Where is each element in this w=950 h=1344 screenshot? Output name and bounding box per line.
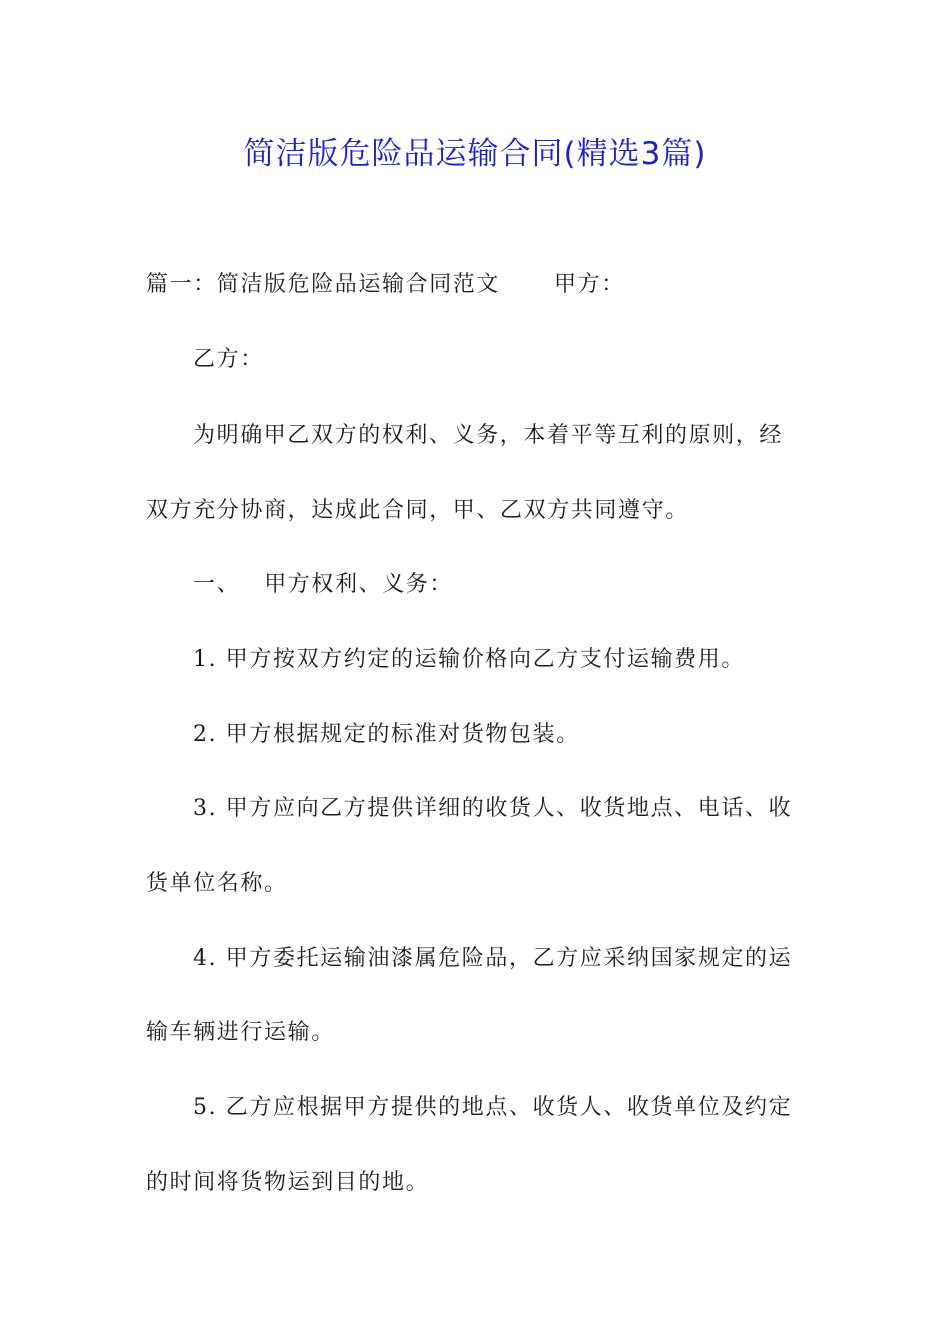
section-heading: 篇一：简洁版危险品运输合同范文 (146, 272, 501, 297)
document-title: 简洁版危险品运输合同(精选3篇) (243, 136, 707, 172)
list-item-3-line-2: 货单位名称。 (146, 871, 288, 896)
clause-one-title: 甲方权利、义务： (264, 572, 454, 597)
clause-one-heading (193, 570, 853, 600)
party-b-label: 乙方： (193, 347, 264, 372)
clause-one-number: 一、 (193, 572, 241, 597)
list-item-5-line-1: 5. 乙方应根据甲方提供的地点、收货人、收货单位及约定 (193, 1095, 793, 1120)
list-item-2: 2. 甲方根据规定的标准对货物包装。 (193, 722, 580, 747)
list-item-5-line-2: 的时间将货物运到目的地。 (146, 1170, 430, 1195)
preamble-line-1: 为明确甲乙双方的权利、义务，本着平等互利的原则，经 (193, 423, 784, 448)
list-item-1: 1. 甲方按双方约定的运输价格向乙方支付运输费用。 (193, 647, 745, 672)
list-item-4-line-1: 4. 甲方委托运输油漆属危险品，乙方应采纳国家规定的运 (193, 946, 793, 971)
party-a-label: 甲方： (554, 272, 625, 297)
section-heading-line (146, 270, 806, 300)
preamble-line-2: 双方充分协商，达成此合同，甲、乙双方共同遵守。 (146, 498, 689, 523)
list-item-4-line-2: 输车辆进行运输。 (146, 1020, 335, 1045)
list-item-3-line-1: 3. 甲方应向乙方提供详细的收货人、收货地点、电话、收 (193, 796, 793, 821)
